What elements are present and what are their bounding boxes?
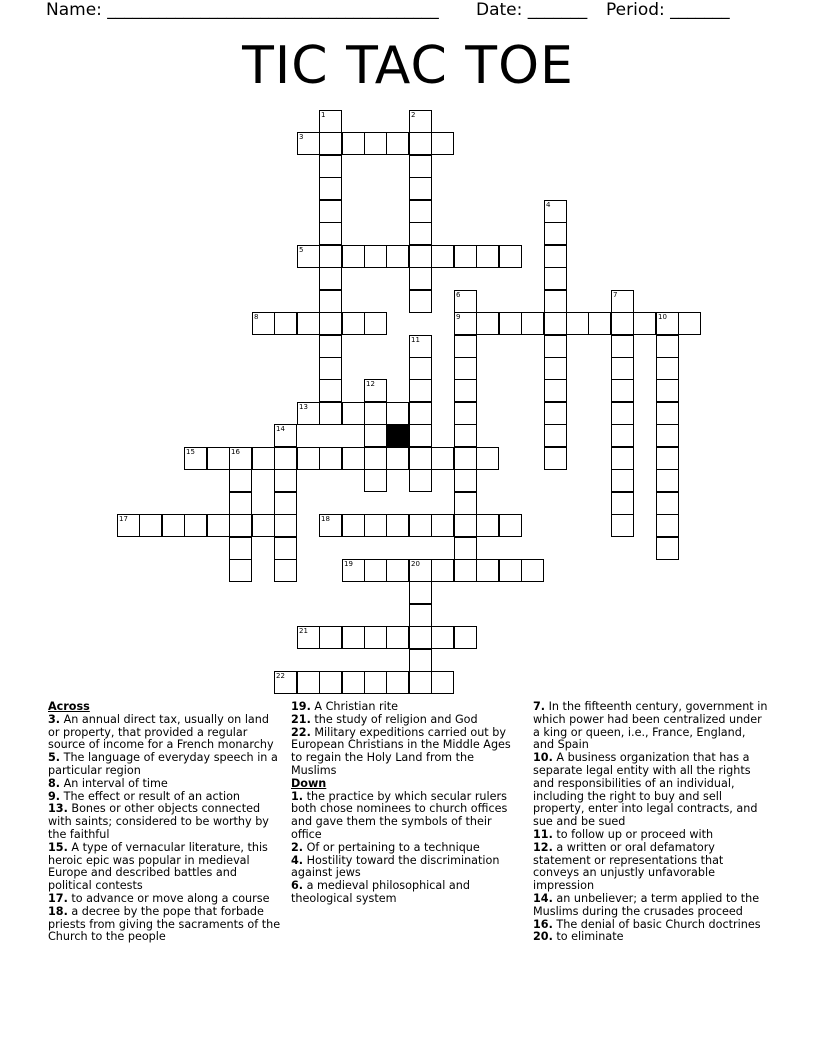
grid-cell[interactable] (588, 312, 611, 335)
grid-cell[interactable] (611, 312, 634, 335)
grid-cell[interactable] (656, 492, 679, 515)
cell-number: 21 (299, 627, 308, 635)
name-field[interactable]: Name: _______________________________________ (46, 0, 439, 20)
grid-cell[interactable] (544, 402, 567, 425)
cell-number: 22 (276, 672, 285, 680)
date-field[interactable]: Date: _______ (476, 0, 588, 20)
clue-across-13: 13. Bones or other objects connected with saints; considered to be worthy by the faithful (48, 802, 269, 841)
grid-cell[interactable] (319, 155, 342, 178)
grid-cell[interactable] (319, 671, 342, 694)
grid-cell[interactable] (454, 559, 477, 582)
grid-cell[interactable] (566, 312, 589, 335)
grid-cell[interactable] (611, 469, 634, 492)
grid-cell[interactable] (544, 335, 567, 358)
clues-column-1 (48, 701, 283, 944)
grid-cell[interactable] (521, 312, 544, 335)
page-title: TIC TAC TOE (242, 36, 574, 96)
grid-cell[interactable] (229, 447, 252, 470)
grid-cell[interactable] (162, 514, 185, 537)
grid-cell[interactable] (252, 514, 275, 537)
grid-block (386, 424, 409, 447)
grid-cell[interactable] (476, 514, 499, 537)
grid-cell[interactable] (544, 424, 567, 447)
grid-cell[interactable] (139, 514, 162, 537)
grid-cell[interactable] (454, 245, 477, 268)
grid-cell[interactable] (431, 626, 454, 649)
grid-cell[interactable] (409, 447, 432, 470)
grid-cell[interactable] (656, 469, 679, 492)
grid-cell[interactable] (364, 671, 387, 694)
grid-cell[interactable] (409, 132, 432, 155)
grid-cell[interactable] (544, 245, 567, 268)
grid-cell[interactable] (297, 447, 320, 470)
grid-cell[interactable] (431, 671, 454, 694)
grid-cell[interactable] (409, 177, 432, 200)
clue-across-3: 3. An annual direct tax, usually on land or property, that provided a regular source of income for a French monarchy (48, 712, 274, 752)
grid-cell[interactable] (297, 402, 320, 425)
grid-cell[interactable] (409, 267, 432, 290)
cell-number: 15 (186, 448, 195, 456)
grid-cell[interactable] (229, 514, 252, 537)
grid-cell[interactable] (207, 447, 230, 470)
grid-cell[interactable] (611, 492, 634, 515)
clue-down-2: 2. Of or pertaining to a technique (291, 840, 480, 854)
grid-cell[interactable] (499, 514, 522, 537)
grid-cell[interactable] (319, 132, 342, 155)
cell-number: 19 (344, 560, 353, 568)
grid-cell[interactable] (454, 492, 477, 515)
grid-cell[interactable] (409, 379, 432, 402)
clue-down-10: 10. A business organization that has a separate legal entity with all the rights and responsibilities of an individual, including the right to buy and sell property, enter into legal contracts, and sue and be sued (533, 751, 758, 829)
cell-number: 18 (321, 515, 330, 523)
grid-cell[interactable] (476, 245, 499, 268)
grid-cell[interactable] (364, 514, 387, 537)
grid-cell[interactable] (409, 581, 432, 604)
clue-across-19: 19. A Christian rite (291, 700, 399, 713)
grid-cell[interactable] (342, 626, 365, 649)
grid-cell[interactable] (274, 559, 297, 582)
grid-cell[interactable] (656, 514, 679, 537)
grid-cell[interactable] (656, 335, 679, 358)
grid-cell[interactable] (297, 671, 320, 694)
cell-number: 3 (299, 133, 304, 141)
grid-cell[interactable] (297, 245, 320, 268)
grid-cell[interactable] (633, 312, 656, 335)
grid-cell[interactable] (611, 335, 634, 358)
grid-cell[interactable] (274, 671, 297, 694)
grid-cell[interactable] (319, 177, 342, 200)
grid-cell[interactable] (386, 671, 409, 694)
grid-cell[interactable] (611, 514, 634, 537)
cell-number: 17 (119, 515, 128, 523)
grid-cell[interactable] (386, 132, 409, 155)
grid-cell[interactable] (319, 357, 342, 380)
grid-cell[interactable] (544, 379, 567, 402)
grid-cell[interactable] (364, 402, 387, 425)
grid-cell[interactable] (229, 537, 252, 560)
grid-cell[interactable] (409, 671, 432, 694)
grid-cell[interactable] (656, 402, 679, 425)
grid-cell[interactable] (319, 335, 342, 358)
grid-cell[interactable] (409, 155, 432, 178)
grid-cell[interactable] (319, 222, 342, 245)
grid-cell[interactable] (611, 447, 634, 470)
grid-cell[interactable] (207, 514, 230, 537)
grid-cell[interactable] (364, 447, 387, 470)
grid-cell[interactable] (229, 492, 252, 515)
grid-cell[interactable] (409, 559, 432, 582)
grid-cell[interactable] (454, 537, 477, 560)
grid-cell[interactable] (342, 245, 365, 268)
cell-number: 7 (613, 291, 618, 299)
grid-cell[interactable] (454, 290, 477, 313)
grid-cell[interactable] (342, 559, 365, 582)
grid-cell[interactable] (454, 424, 477, 447)
grid-cell[interactable] (319, 200, 342, 223)
grid-cell[interactable] (454, 514, 477, 537)
cell-number: 11 (411, 336, 420, 344)
grid-cell[interactable] (476, 312, 499, 335)
cell-number: 16 (231, 448, 240, 456)
clue-down-16: 16. The denial of basic Church doctrines (533, 917, 761, 931)
clue-across-22: 22. Military expeditions carried out by European Christians in the Middle Ages to regain the Holy Land from the Muslims (291, 725, 511, 777)
grid-cell[interactable] (656, 312, 679, 335)
grid-cell[interactable] (678, 312, 701, 335)
cell-number: 10 (658, 313, 667, 321)
grid-cell[interactable] (274, 312, 297, 335)
clues-column-2 (291, 701, 516, 906)
grid-cell[interactable] (274, 424, 297, 447)
grid-cell[interactable] (544, 312, 567, 335)
grid-cell[interactable] (409, 222, 432, 245)
grid-cell[interactable] (117, 514, 140, 537)
grid-cell[interactable] (319, 447, 342, 470)
clue-across-15: 15. A type of vernacular literature, this heroic epic was popular in medieval Europe and described battles and political contests (48, 840, 268, 893)
grid-cell[interactable] (476, 559, 499, 582)
cell-number: 6 (456, 291, 461, 299)
cell-number: 4 (546, 201, 551, 209)
grid-cell[interactable] (611, 290, 634, 313)
grid-cell[interactable] (544, 357, 567, 380)
cell-number: 1 (321, 111, 326, 119)
grid-cell[interactable] (409, 649, 432, 672)
grid-cell[interactable] (342, 402, 365, 425)
grid-cell[interactable] (342, 132, 365, 155)
grid-cell[interactable] (544, 267, 567, 290)
grid-cell[interactable] (431, 559, 454, 582)
grid-cell[interactable] (454, 335, 477, 358)
grid-cell[interactable] (229, 559, 252, 582)
grid-cell[interactable] (297, 626, 320, 649)
grid-cell[interactable] (184, 447, 207, 470)
grid-cell[interactable] (184, 514, 207, 537)
grid-cell[interactable] (611, 379, 634, 402)
grid-cell[interactable] (319, 379, 342, 402)
grid-cell[interactable] (454, 469, 477, 492)
clue-down-14: 14. an unbeliever; a term applied to the Muslims during the crusades proceed (533, 891, 760, 918)
grid-cell[interactable] (342, 447, 365, 470)
grid-cell[interactable] (274, 469, 297, 492)
cell-number: 9 (456, 313, 461, 321)
grid-cell[interactable] (656, 447, 679, 470)
grid-cell[interactable] (386, 447, 409, 470)
grid-cell[interactable] (297, 132, 320, 155)
cell-number: 14 (276, 425, 285, 433)
grid-cell[interactable] (499, 245, 522, 268)
grid-cell[interactable] (252, 312, 275, 335)
grid-cell[interactable] (342, 514, 365, 537)
clue-down-1: 1. the practice by which secular rulers both chose nominees to church offices and gave them the symbols of their office (291, 789, 508, 841)
grid-cell[interactable] (544, 447, 567, 470)
grid-cell[interactable] (364, 559, 387, 582)
grid-cell[interactable] (319, 245, 342, 268)
grid-cell[interactable] (656, 357, 679, 380)
grid-cell[interactable] (409, 424, 432, 447)
grid-cell[interactable] (297, 312, 320, 335)
grid-cell[interactable] (342, 312, 365, 335)
clue-down-4: 4. Hostility toward the discrimination against jews (291, 853, 500, 880)
grid-cell[interactable] (409, 357, 432, 380)
cell-number: 5 (299, 246, 304, 254)
grid-cell[interactable] (499, 312, 522, 335)
across-heading: Across (48, 700, 90, 713)
grid-cell[interactable] (409, 514, 432, 537)
down-heading: Down (291, 776, 327, 790)
grid-cell[interactable] (364, 379, 387, 402)
grid-cell[interactable] (409, 110, 432, 133)
grid-cell[interactable] (454, 312, 477, 335)
grid-cell[interactable] (409, 335, 432, 358)
grid-cell[interactable] (476, 447, 499, 470)
grid-cell[interactable] (431, 245, 454, 268)
grid-cell[interactable] (431, 447, 454, 470)
grid-cell[interactable] (521, 559, 544, 582)
grid-cell[interactable] (454, 357, 477, 380)
grid-cell[interactable] (319, 626, 342, 649)
grid-cell[interactable] (409, 469, 432, 492)
grid-cell[interactable] (386, 626, 409, 649)
grid-cell[interactable] (544, 200, 567, 223)
cell-number: 20 (411, 560, 420, 568)
grid-cell[interactable] (409, 604, 432, 627)
clue-across-5: 5. The language of everyday speech in a particular region (48, 751, 278, 777)
cell-number: 2 (411, 111, 416, 119)
clue-down-11: 11. to follow up or proceed with (533, 827, 714, 841)
clue-across-21: 21. the study of religion and God (291, 712, 478, 726)
grid-cell[interactable] (409, 200, 432, 223)
clue-down-7: 7. In the fifteenth century, government in which power had been centralized under a king or queen, i.e., France, England, and Spain (533, 700, 768, 752)
clue-across-8: 8. An interval of time (48, 776, 168, 790)
grid-cell[interactable] (274, 492, 297, 515)
grid-cell[interactable] (364, 469, 387, 492)
cell-number: 12 (366, 380, 375, 388)
grid-cell[interactable] (454, 379, 477, 402)
grid-cell[interactable] (319, 267, 342, 290)
grid-cell[interactable] (229, 469, 252, 492)
grid-cell[interactable] (364, 626, 387, 649)
grid-cell[interactable] (386, 559, 409, 582)
grid-cell[interactable] (499, 559, 522, 582)
grid-cell[interactable] (252, 447, 275, 470)
grid-cell[interactable] (342, 671, 365, 694)
grid-cell[interactable] (409, 290, 432, 313)
grid-cell[interactable] (409, 245, 432, 268)
clue-down-20: 20. to eliminate (533, 930, 624, 944)
grid-cell[interactable] (274, 514, 297, 537)
grid-cell[interactable] (656, 537, 679, 560)
grid-cell[interactable] (431, 132, 454, 155)
grid-cell[interactable] (544, 290, 567, 313)
grid-cell[interactable] (544, 222, 567, 245)
grid-cell[interactable] (656, 379, 679, 402)
grid-cell[interactable] (319, 290, 342, 313)
grid-cell[interactable] (364, 245, 387, 268)
grid-cell[interactable] (274, 537, 297, 560)
grid-cell[interactable] (386, 514, 409, 537)
grid-cell[interactable] (409, 626, 432, 649)
grid-cell[interactable] (274, 447, 297, 470)
grid-cell[interactable] (454, 402, 477, 425)
clue-across-9: 9. The effect or result of an action (48, 789, 241, 803)
clue-across-17: 17. to advance or move along a course (48, 891, 270, 905)
grid-cell[interactable] (319, 312, 342, 335)
grid-cell[interactable] (364, 424, 387, 447)
clue-down-12: 12. a written or oral defamatory statement or representations that conveys an unjustly unfavorable impression (533, 840, 724, 893)
clues-column-3 (533, 701, 769, 944)
grid-cell[interactable] (611, 402, 634, 425)
grid-cell[interactable] (319, 402, 342, 425)
clue-down-6: 6. a medieval philosophical and theological system (291, 879, 470, 905)
period-field[interactable]: Period: _______ (606, 0, 730, 20)
grid-cell[interactable] (431, 514, 454, 537)
grid-cell[interactable] (364, 312, 387, 335)
grid-cell[interactable] (319, 110, 342, 133)
grid-cell[interactable] (454, 626, 477, 649)
grid-cell[interactable] (611, 357, 634, 380)
grid-cell[interactable] (386, 245, 409, 268)
grid-cell[interactable] (656, 424, 679, 447)
grid-cell[interactable] (364, 132, 387, 155)
cell-number: 8 (254, 313, 259, 321)
grid-cell[interactable] (386, 402, 409, 425)
grid-cell[interactable] (454, 447, 477, 470)
grid-cell[interactable] (611, 424, 634, 447)
grid-cell[interactable] (319, 514, 342, 537)
grid-cell[interactable] (409, 402, 432, 425)
clue-across-18: 18. a decree by the pope that forbade priests from giving the sacraments of the Church to the people (48, 904, 281, 944)
cell-number: 13 (299, 403, 308, 411)
